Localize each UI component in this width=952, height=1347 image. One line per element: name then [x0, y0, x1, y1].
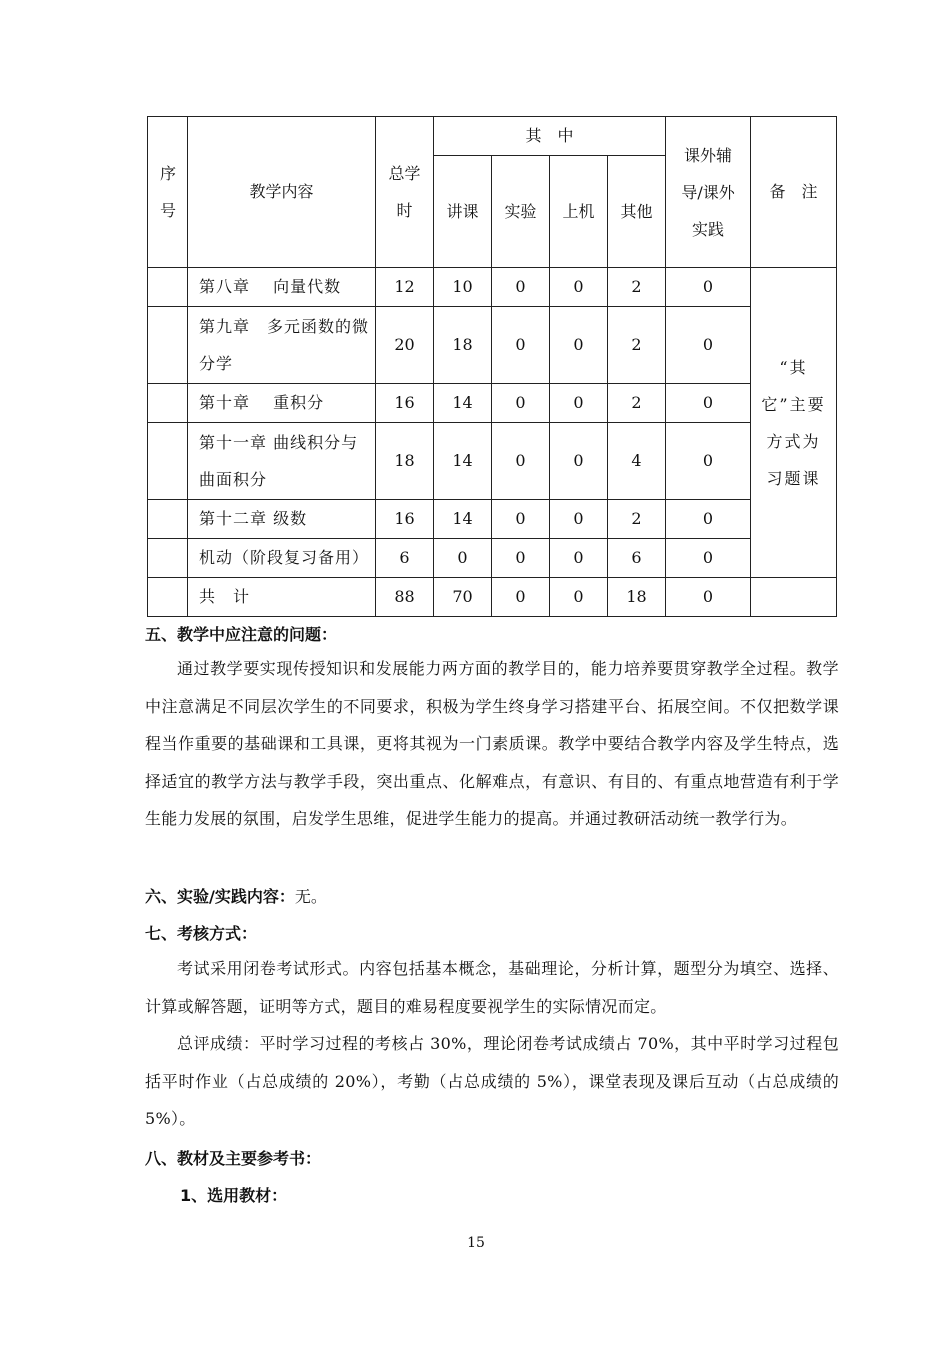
header-lecture: 讲课: [434, 156, 492, 268]
lecture-cell: 70: [434, 578, 492, 617]
content-cell: 第九章 多元函数的微分学: [188, 307, 376, 384]
table-row: [148, 539, 837, 578]
remark-cell-empty: [751, 578, 837, 617]
other-cell: 6: [608, 539, 666, 578]
header-among: 其 中: [434, 117, 666, 156]
other-cell: 2: [608, 307, 666, 384]
table-row: [148, 307, 837, 384]
experiment-cell: 0: [492, 578, 550, 617]
seq-cell: [148, 268, 188, 307]
section-8-sub-1: 1、选用教材：: [180, 1186, 288, 1205]
table-row: [148, 384, 837, 423]
section-8-title: 八、教材及主要参考书：: [145, 1149, 322, 1168]
section-7-title: 七、考核方式：: [145, 924, 258, 943]
extra-cell: 0: [666, 268, 751, 307]
other-cell: 2: [608, 268, 666, 307]
header-other: 其他: [608, 156, 666, 268]
header-extracurricular: 课外辅导/课外实践: [666, 117, 751, 268]
content-cell: 共 计: [188, 578, 376, 617]
lecture-cell: 10: [434, 268, 492, 307]
lecture-cell: 0: [434, 539, 492, 578]
computer-cell: 0: [550, 539, 608, 578]
extra-cell: 0: [666, 384, 751, 423]
total-cell: 12: [376, 268, 434, 307]
seq-cell: [148, 500, 188, 539]
experiment-cell: 0: [492, 268, 550, 307]
table-row: [148, 423, 837, 500]
page-number: 15: [467, 1235, 485, 1251]
section-7-text-2: 总评成绩：平时学习过程的考核占 30%，理论闭卷考试成绩占 70%，其中平时学习过程包括平时作业（占总成绩的 20%），考勤（占总成绩的 5%），课堂表现及课后互动（占总成绩的 5%）。: [145, 1034, 839, 1128]
header-remark: 备 注: [751, 117, 837, 268]
computer-cell: 0: [550, 384, 608, 423]
total-cell: 6: [376, 539, 434, 578]
total-cell: 20: [376, 307, 434, 384]
hours-table: [147, 116, 837, 617]
experiment-cell: 0: [492, 384, 550, 423]
remark-cell: “其它”主要方式为习题课: [751, 268, 837, 578]
other-cell: 4: [608, 423, 666, 500]
experiment-cell: 0: [492, 423, 550, 500]
seq-cell: [148, 423, 188, 500]
section-5-text: 通过教学要实现传授知识和发展能力两方面的教学目的，能力培养要贯穿教学全过程。教学中注意满足不同层次学生的不同要求，积极为学生终身学习搭建平台、拓展空间。不仅把数学课程当作重要的基础课和工具课，更将其视为一门素质课。教学中要结合教学内容及学生特点，选择适宜的教学方法与教学手段，突出重点、化解难点，有意识、有目的、有重点地营造有利于学生能力发展的氛围，启发学生思维，促进学生能力的提高。并通过教研活动统一教学行为。: [145, 659, 839, 828]
extra-cell: 0: [666, 307, 751, 384]
seq-cell: [148, 578, 188, 617]
table-row: [148, 500, 837, 539]
header-content: 教学内容: [188, 117, 376, 268]
total-cell: 16: [376, 500, 434, 539]
computer-cell: 0: [550, 268, 608, 307]
extra-cell: 0: [666, 423, 751, 500]
section-5-title: 五、教学中应注意的问题：: [145, 625, 338, 644]
extra-cell: 0: [666, 578, 751, 617]
header-seq: 序号: [148, 117, 188, 268]
extra-cell: 0: [666, 539, 751, 578]
seq-cell: [148, 384, 188, 423]
lecture-cell: 14: [434, 500, 492, 539]
lecture-cell: 18: [434, 307, 492, 384]
total-row: [148, 578, 837, 617]
other-cell: 2: [608, 500, 666, 539]
experiment-cell: 0: [492, 500, 550, 539]
table-row: [148, 268, 837, 307]
total-cell: 18: [376, 423, 434, 500]
lecture-cell: 14: [434, 384, 492, 423]
computer-cell: 0: [550, 423, 608, 500]
section-6-title: [145, 884, 327, 907]
experiment-cell: 0: [492, 307, 550, 384]
section-7-text-1: 考试采用闭卷考试形式。内容包括基本概念，基础理论，分析计算，题型分为填空、选择、计算或解答题，证明等方式，题目的难易程度要视学生的实际情况而定。: [145, 959, 839, 1016]
content-cell: 第十一章 曲线积分与曲面积分: [188, 423, 376, 500]
computer-cell: 0: [550, 307, 608, 384]
seq-cell: [148, 539, 188, 578]
other-cell: 18: [608, 578, 666, 617]
header-experiment: 实验: [492, 156, 550, 268]
section-6-label: 六、实验/实践内容：: [145, 887, 295, 906]
section-6-value: 无。: [294, 887, 327, 906]
total-cell: 16: [376, 384, 434, 423]
content-cell: 机动（阶段复习备用）: [188, 539, 376, 578]
content-cell: 第十章 重积分: [188, 384, 376, 423]
content-cell: 第十二章 级数: [188, 500, 376, 539]
computer-cell: 0: [550, 578, 608, 617]
total-cell: 88: [376, 578, 434, 617]
experiment-cell: 0: [492, 539, 550, 578]
header-computer: 上机: [550, 156, 608, 268]
computer-cell: 0: [550, 500, 608, 539]
content-cell: 第八章 向量代数: [188, 268, 376, 307]
lecture-cell: 14: [434, 423, 492, 500]
header-total: 总学时: [376, 117, 434, 268]
other-cell: 2: [608, 384, 666, 423]
seq-cell: [148, 307, 188, 384]
extra-cell: 0: [666, 500, 751, 539]
